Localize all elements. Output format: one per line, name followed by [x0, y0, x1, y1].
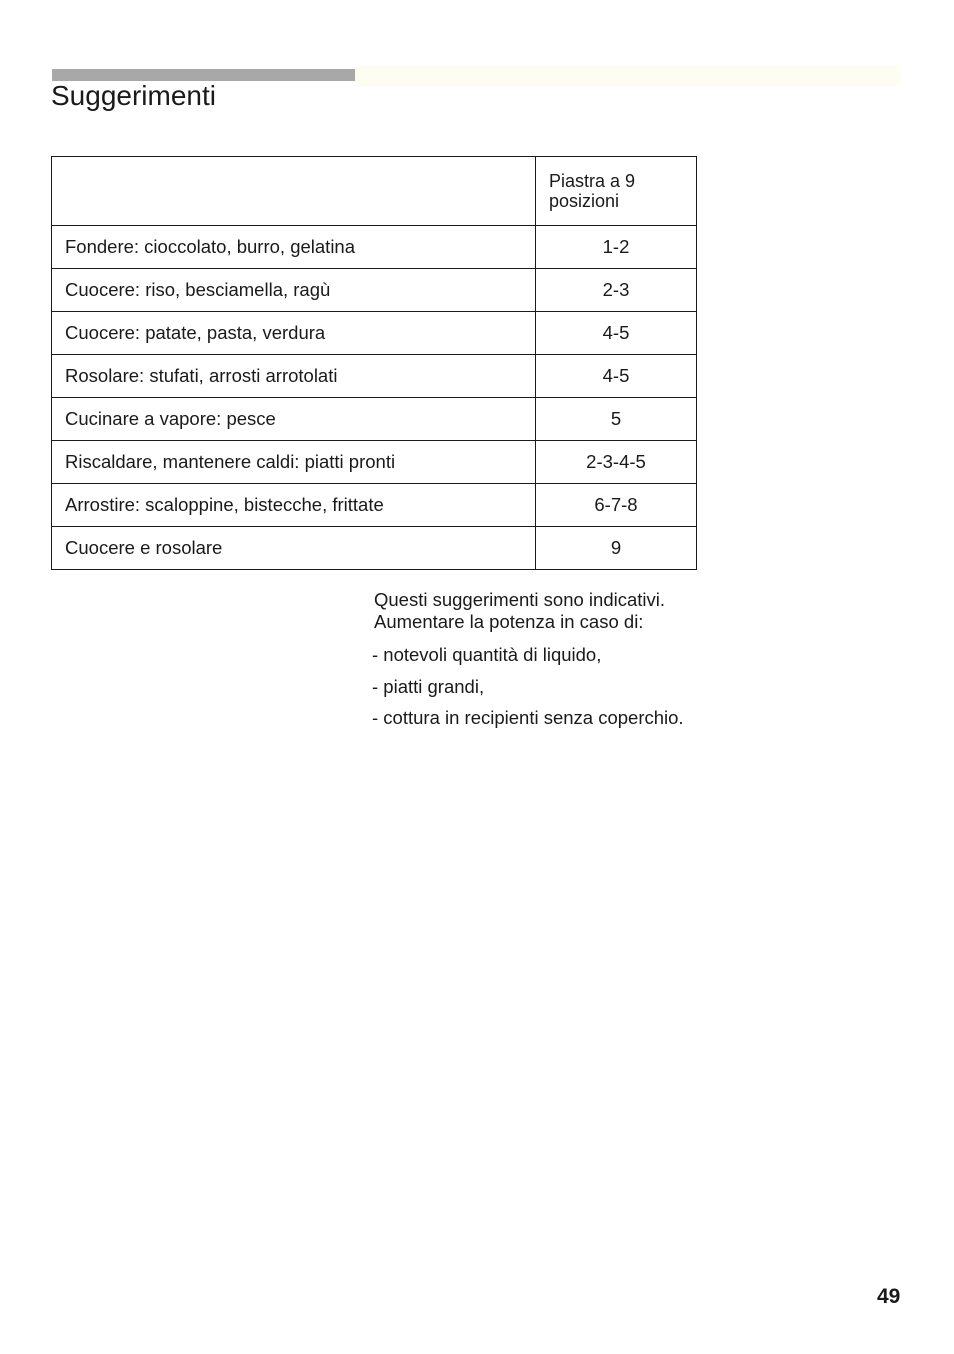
table-row: [52, 269, 697, 312]
row-value: 2-3-4-5: [536, 441, 697, 484]
power-settings-table: [51, 156, 697, 570]
table-row: [52, 312, 697, 355]
row-label: Cuocere: patate, pasta, verdura: [52, 312, 536, 355]
row-label: Arrostire: scaloppine, bistecche, frittate: [52, 484, 536, 527]
row-value: 9: [536, 527, 697, 570]
row-label: Cuocere: riso, besciamella, ragù: [52, 269, 536, 312]
list-item: - cottura in recipienti senza coperchio.: [372, 707, 684, 728]
table-header-row: [52, 157, 697, 226]
advice-list: [372, 644, 684, 739]
row-value: 4-5: [536, 312, 697, 355]
header-highlight-bar: [355, 66, 901, 86]
advice-note: [374, 589, 665, 633]
row-value: 2-3: [536, 269, 697, 312]
table-row: [52, 355, 697, 398]
row-value: 1-2: [536, 226, 697, 269]
list-item: - piatti grandi,: [372, 675, 485, 697]
table-row: [52, 398, 697, 441]
page-title: Suggerimenti: [51, 80, 216, 111]
row-label: Riscaldare, mantenere caldi: piatti pronti: [52, 441, 536, 484]
row-label: Rosolare: stufati, arrosti arrotolati: [52, 355, 536, 398]
row-label: Cuocere e rosolare: [52, 527, 536, 570]
header-plate-label: Piastra a 9 posizioni: [549, 171, 636, 211]
row-label: Fondere: cioccolato, burro, gelatina: [52, 226, 536, 269]
page-number: 49: [877, 1285, 901, 1308]
row-value: 6-7-8: [536, 484, 697, 527]
row-value: 4-5: [536, 355, 697, 398]
header-empty-cell: [52, 157, 536, 226]
table-row: [52, 226, 697, 269]
row-value: 5: [536, 398, 697, 441]
note-line-2: Aumentare la potenza in caso di:: [374, 611, 644, 632]
table-row: [52, 527, 697, 570]
header-cell-plate: [536, 157, 697, 226]
note-line-1: Questi suggerimenti sono indicativi.: [374, 589, 666, 610]
list-item: - notevoli quantità di liquido,: [372, 644, 602, 665]
row-label: Cucinare a vapore: pesce: [52, 398, 536, 441]
table-row: [52, 441, 697, 484]
table-row: [52, 484, 697, 527]
